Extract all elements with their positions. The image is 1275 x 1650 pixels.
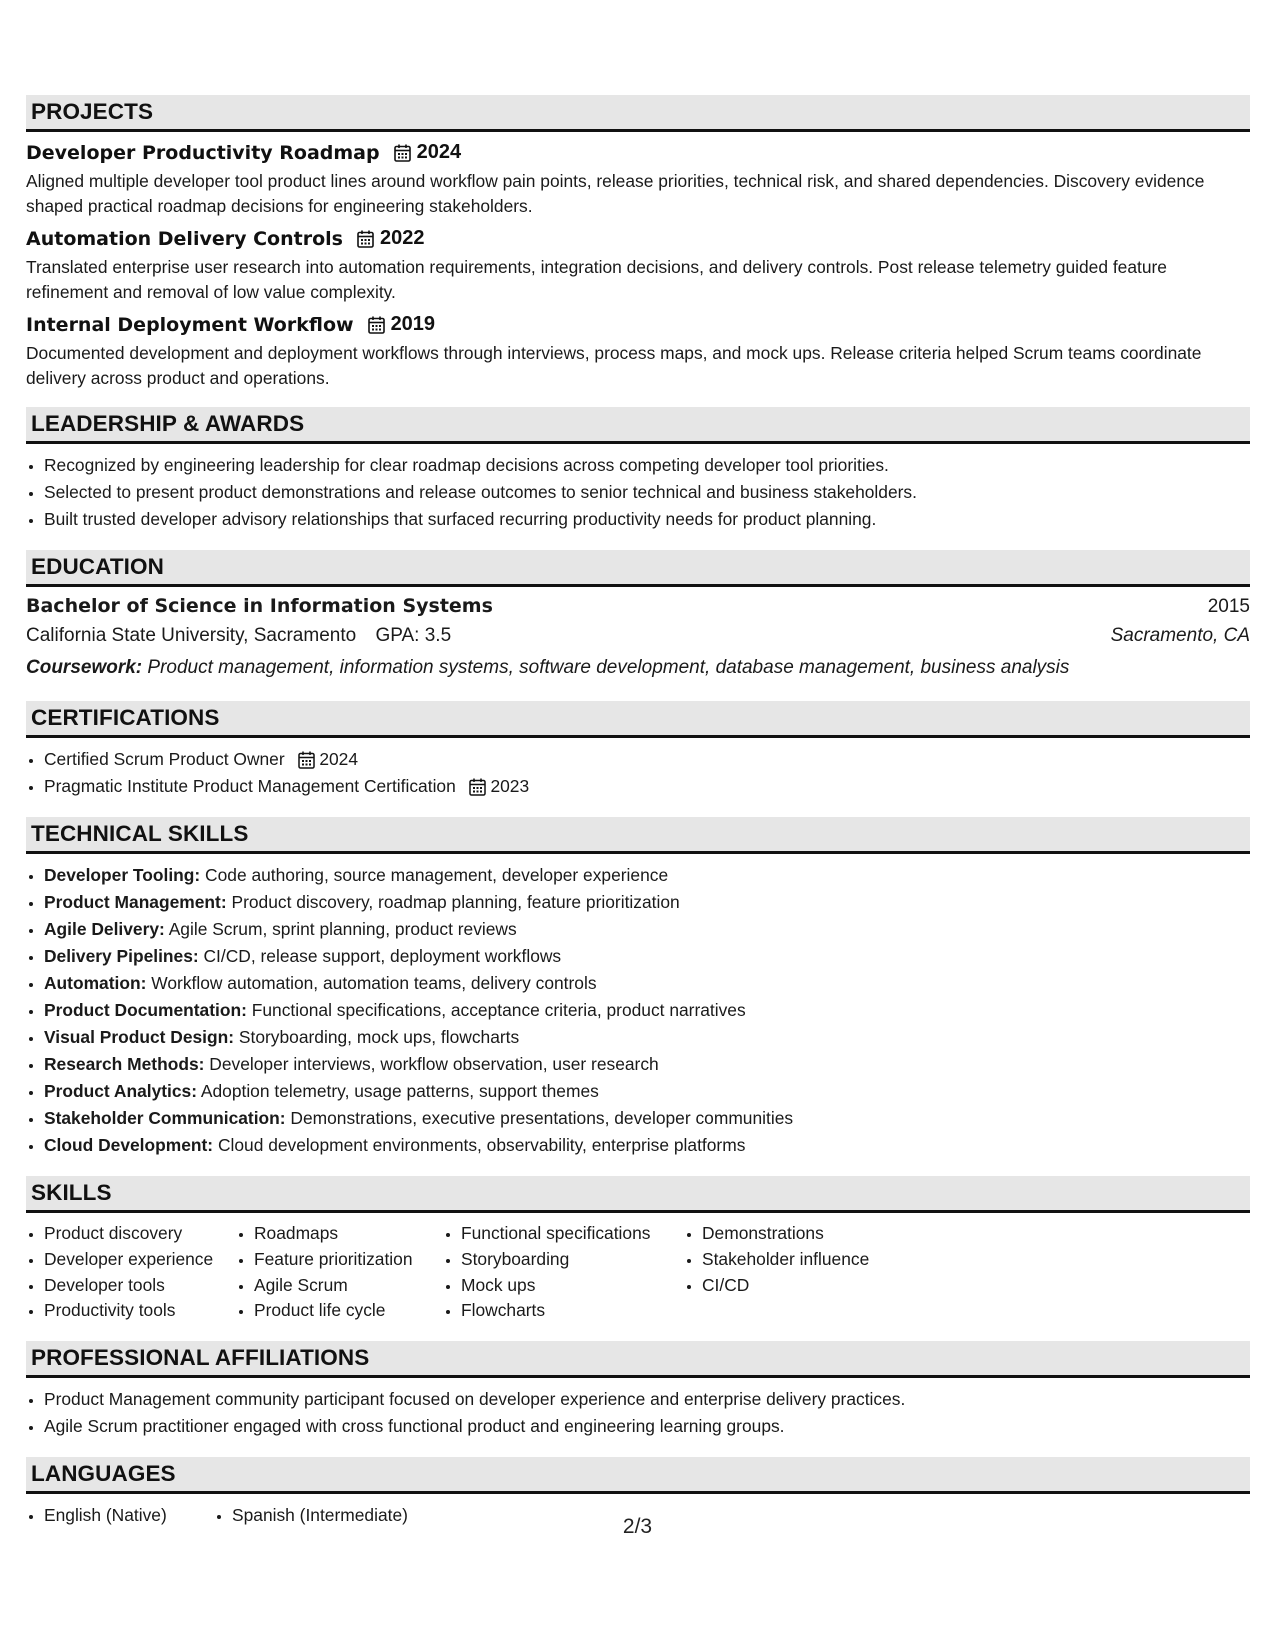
certification-year: 2024 [319, 749, 359, 769]
coursework [26, 655, 1250, 681]
skill-item: • Product life cycle [254, 1298, 443, 1324]
skill-category: Product Documentation: [44, 1000, 247, 1020]
coursework-text: Product management, information systems, software development, database management, business analysis [147, 657, 1070, 678]
skill-category: Product Management: [44, 892, 227, 912]
skill-item: • Feature prioritization [254, 1247, 443, 1273]
leadership-list [26, 452, 1250, 533]
resume-page [26, 95, 1250, 1546]
skills-grid [26, 1221, 1250, 1324]
skill-details: Adoption telemetry, usage patterns, support themes [200, 1081, 599, 1101]
certifications-section [26, 701, 1250, 800]
skill-details: Code authoring, source management, developer experience [205, 865, 669, 885]
school-location: Sacramento, CA [1110, 625, 1250, 646]
list-item: • Selected to present product demonstrations and release outcomes to senior technical and business stakeholders. [44, 479, 1250, 506]
education-section [26, 550, 1250, 681]
calendar-icon [368, 316, 385, 334]
skill-category: Research Methods: [44, 1054, 205, 1074]
skill-category: Product Analytics: [44, 1081, 197, 1101]
skill-details: CI/CD, release support, deployment workflows [203, 946, 562, 966]
technical-skill-item [44, 1105, 1250, 1132]
project-year: 2024 [416, 141, 462, 163]
skill-category: Automation: [44, 973, 147, 993]
list-item: • Built trusted developer advisory relationships that surfaced recurring productivity needs for product planning. [44, 506, 1250, 533]
technical-skill-item [44, 1051, 1250, 1078]
skill-category: Cloud Development: [44, 1135, 214, 1155]
skills-column [443, 1221, 684, 1324]
school-name: California State University, Sacramento [26, 625, 357, 646]
calendar-icon [298, 751, 315, 769]
skill-item: • Mock ups [461, 1273, 684, 1299]
section-heading: LANGUAGES [26, 1457, 1250, 1494]
certification-year: 2023 [490, 776, 530, 796]
certification-item [44, 773, 1250, 800]
project-title: Developer Productivity Roadmap [26, 141, 380, 164]
leadership-section [26, 407, 1250, 533]
skill-item: • Agile Scrum [254, 1273, 443, 1299]
project-title: Automation Delivery Controls [26, 227, 343, 250]
section-heading: SKILLS [26, 1176, 1250, 1213]
skill-category: Stakeholder Communication: [44, 1108, 286, 1128]
technical-skills-list [26, 862, 1250, 1159]
page-number: 2/3 [622, 1515, 653, 1538]
technical-skill-item [44, 862, 1250, 889]
skill-item: • Functional specifications [461, 1221, 684, 1247]
project-description: Translated enterprise user research into automation requirements, integration decisions, and delivery controls. Post release telemetry guided feature refinement and removal of low value complexity. [26, 257, 1167, 302]
skill-category: Visual Product Design: [44, 1027, 235, 1047]
certification-item [44, 746, 1250, 773]
language-item: • Spanish (Intermediate) [232, 1502, 408, 1529]
skill-item: • CI/CD [702, 1273, 942, 1299]
section-heading: PROFESSIONAL AFFILIATIONS [26, 1341, 1250, 1378]
skills-column [26, 1221, 236, 1324]
technical-skills-section [26, 817, 1250, 1159]
skill-details: Product discovery, roadmap planning, feature prioritization [231, 892, 680, 912]
skills-column [684, 1221, 942, 1324]
technical-skill-item [44, 1024, 1250, 1051]
language-item: • English (Native) [44, 1502, 214, 1529]
skill-category: Agile Delivery: [44, 919, 165, 939]
technical-skill-item [44, 916, 1250, 943]
projects-section [26, 95, 1250, 390]
gpa: GPA: 3.5 [375, 625, 452, 646]
certifications-list [26, 746, 1250, 800]
degree: Bachelor of Science in Information Systems [26, 595, 493, 617]
section-heading: CERTIFICATIONS [26, 701, 1250, 738]
skill-details: Developer interviews, workflow observation, user research [209, 1054, 659, 1074]
skill-details: Demonstrations, executive presentations, developer communities [290, 1108, 794, 1128]
project-item [26, 141, 1250, 218]
calendar-icon [469, 778, 486, 796]
section-heading: PROJECTS [26, 95, 1250, 132]
certification-name: Pragmatic Institute Product Management Certification [44, 776, 456, 796]
skill-details: Agile Scrum, sprint planning, product reviews [168, 919, 517, 939]
skill-item: • Demonstrations [702, 1221, 942, 1247]
affiliations-list [26, 1386, 1250, 1440]
technical-skill-item [44, 1078, 1250, 1105]
list-item: • Agile Scrum practitioner engaged with cross functional product and engineering learning groups. [44, 1413, 1250, 1440]
skills-section [26, 1176, 1250, 1324]
affiliations-section [26, 1341, 1250, 1440]
skills-column [236, 1221, 443, 1324]
project-description: Aligned multiple developer tool product lines around workflow pain points, release priorities, technical risk, and shared dependencies. Discovery evidence shaped practical roadmap decisions for engineering stakeholders. [26, 171, 1205, 216]
calendar-icon [394, 144, 411, 162]
technical-skill-item [44, 889, 1250, 916]
technical-skill-item [44, 943, 1250, 970]
skill-details: Workflow automation, automation teams, delivery controls [151, 973, 597, 993]
skill-item: • Developer experience [44, 1247, 236, 1273]
skill-details: Cloud development environments, observability, enterprise platforms [217, 1135, 746, 1155]
skill-item: • Productivity tools [44, 1298, 236, 1324]
certification-name: Certified Scrum Product Owner [44, 749, 285, 769]
section-heading: LEADERSHIP & AWARDS [26, 407, 1250, 444]
coursework-label: Coursework: [26, 657, 143, 678]
list-item: • Recognized by engineering leadership for clear roadmap decisions across competing developer tool priorities. [44, 452, 1250, 479]
skill-details: Storyboarding, mock ups, flowcharts [238, 1027, 520, 1047]
project-item [26, 227, 1250, 304]
skill-item: • Stakeholder influence [702, 1247, 942, 1273]
skill-category: Delivery Pipelines: [44, 946, 199, 966]
skill-item: • Storyboarding [461, 1247, 684, 1273]
skill-item: • Roadmaps [254, 1221, 443, 1247]
project-item [26, 313, 1250, 390]
project-year: 2022 [379, 227, 425, 249]
project-year: 2019 [390, 313, 436, 335]
project-description: Documented development and deployment workflows through interviews, process maps, and mock ups. Release criteria helped Scrum teams coordinate delivery across product and operations. [26, 343, 1202, 388]
skill-details: Functional specifications, acceptance criteria, product narratives [251, 1000, 746, 1020]
section-heading: TECHNICAL SKILLS [26, 817, 1250, 854]
calendar-icon [357, 230, 374, 248]
skill-item: • Product discovery [44, 1221, 236, 1247]
list-item: • Product Management community participant focused on developer experience and enterprise delivery practices. [44, 1386, 1250, 1413]
graduation-year: 2015 [1207, 596, 1250, 617]
section-heading: EDUCATION [26, 550, 1250, 587]
technical-skill-item [44, 1132, 1250, 1159]
skill-item: • Developer tools [44, 1273, 236, 1299]
skill-item: • Flowcharts [461, 1298, 684, 1324]
technical-skill-item [44, 970, 1250, 997]
skill-category: Developer Tooling: [44, 865, 201, 885]
technical-skill-item [44, 997, 1250, 1024]
project-title: Internal Deployment Workflow [26, 313, 354, 336]
